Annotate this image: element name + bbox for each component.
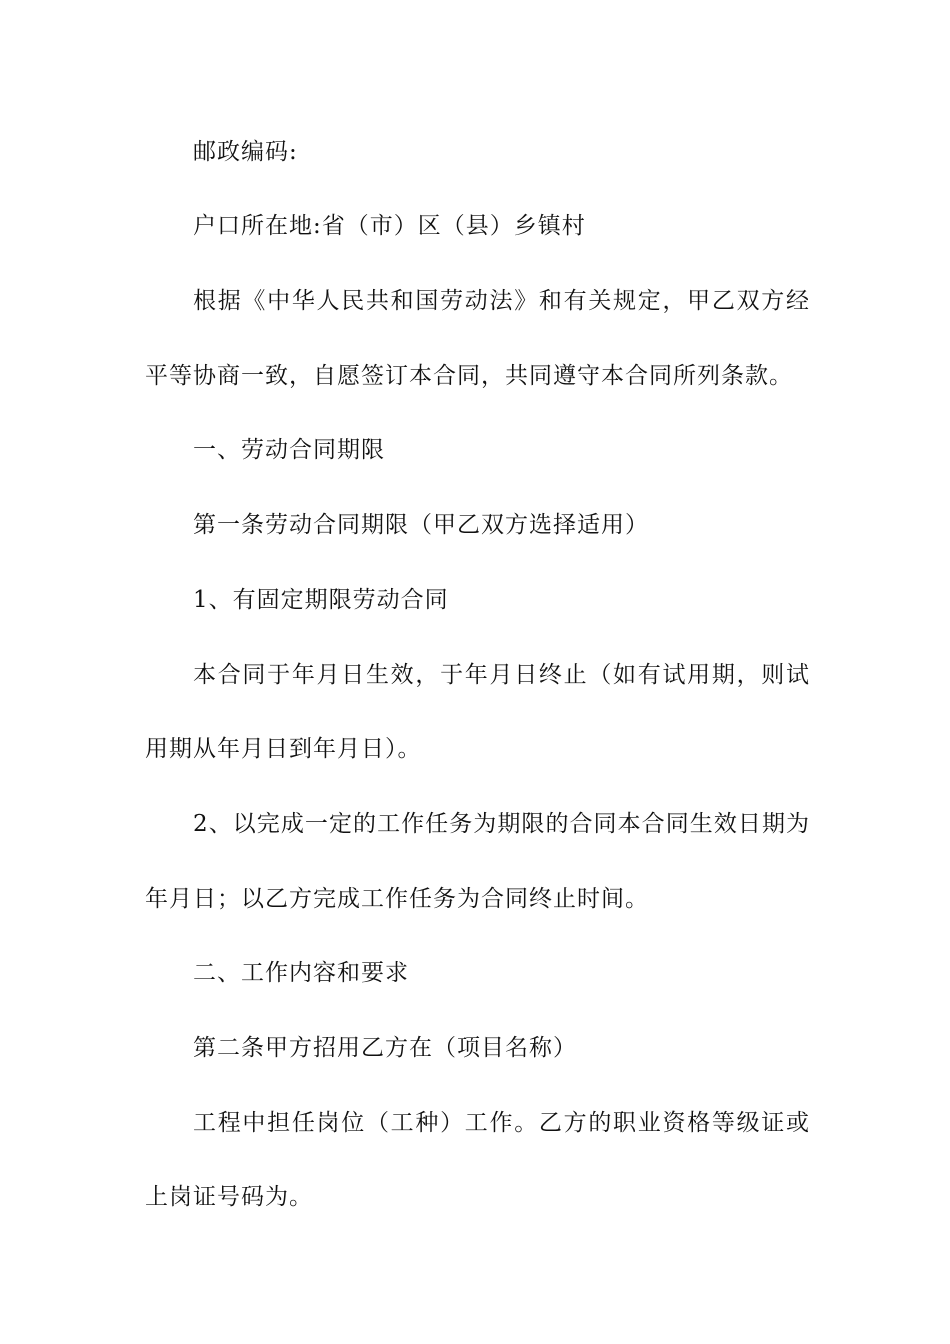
section-heading-1: 一、劳动合同期限 — [193, 437, 385, 463]
article-2-text-line-2: 上岗证号码为。 — [145, 1184, 313, 1210]
article-2-text-line-1: 工程中担任岗位（工种）工作。乙方的职业资格等级证或 — [193, 1110, 810, 1136]
preamble-line-2: 平等协商一致，自愿签订本合同，共同遵守本合同所列条款。 — [145, 363, 793, 389]
section-heading-2: 二、工作内容和要求 — [193, 960, 409, 986]
household-registration-line: 户口所在地:省（市）区（县）乡镇村 — [193, 213, 586, 239]
article-1-heading: 第一条劳动合同期限（甲乙双方选择适用） — [193, 512, 649, 538]
preamble-line-1: 根据《中华人民共和国劳动法》和有关规定，甲乙双方经 — [193, 288, 810, 314]
clause-2-text-line-1: 2、以完成一定的工作任务为期限的合同本合同生效日期为 — [193, 811, 810, 837]
clause-1-text-line-2: 用期从年月日到年月日）。 — [145, 736, 422, 762]
clause-1-text-line-1: 本合同于年月日生效，于年月日终止（如有试用期，则试 — [193, 662, 810, 688]
clause-2-text-line-2: 年月日；以乙方完成工作任务为合同终止时间。 — [145, 886, 649, 912]
postal-code-line: 邮政编码: — [193, 139, 298, 165]
clause-1-heading: 1、有固定期限劳动合同 — [193, 587, 449, 613]
article-2-heading: 第二条甲方招用乙方在（项目名称） — [193, 1035, 577, 1061]
